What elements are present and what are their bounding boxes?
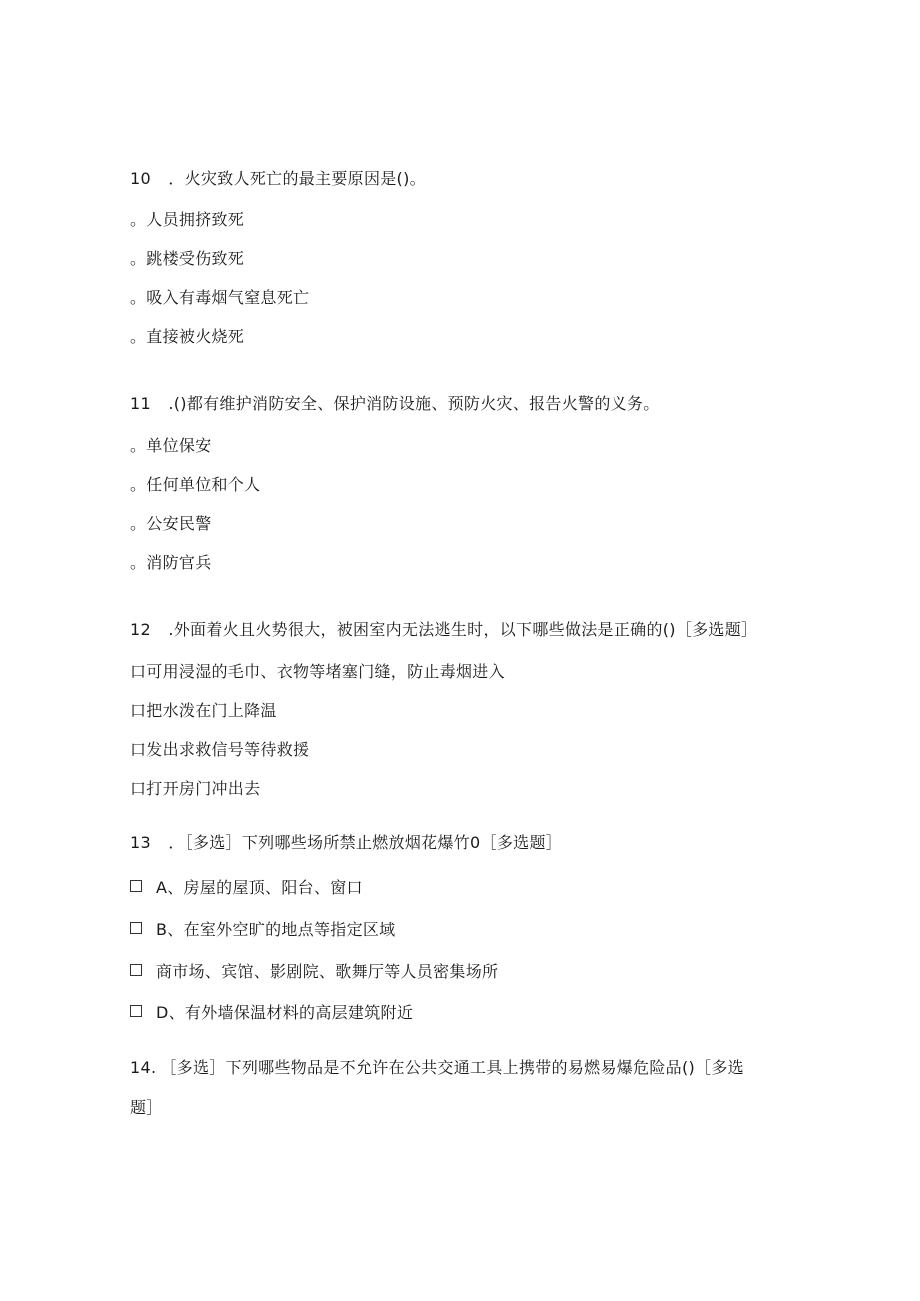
question-number: 10 (130, 169, 151, 188)
checkbox-option (130, 961, 498, 983)
question-10 (130, 168, 426, 190)
checkbox-option (130, 919, 395, 941)
checkbox-icon (130, 922, 142, 934)
option-text: 商市场、宾馆、影剧院、歌舞厅等人员密集场所 (156, 962, 499, 981)
option-text: B、在室外空旷的地点等指定区域 (156, 920, 396, 939)
question-number: 11 (130, 394, 151, 413)
option: 。消防官兵 (130, 553, 212, 572)
option: 口可用浸湿的毛巾、衣物等堵塞门缝，防止毒烟进入 (130, 662, 505, 681)
checkbox-option (130, 1002, 413, 1024)
option: 。人员拥挤致死 (130, 210, 245, 229)
question-number: 13 (130, 833, 151, 852)
question-number: 14. (130, 1058, 157, 1077)
question-text: ．火灾致人死亡的最主要原因是()。 (168, 169, 426, 188)
checkbox-icon (130, 964, 142, 976)
question-11 (130, 393, 660, 415)
question-text: ［多选］下列哪些物品是不允许在公共交通工具上携带的易燃易爆危险品()［多选 (160, 1058, 744, 1077)
checkbox-option (130, 877, 363, 899)
option: 口发出求救信号等待救援 (130, 740, 310, 759)
question-number: 12 (130, 620, 151, 639)
option: 。吸入有毒烟气窒息死亡 (130, 288, 310, 307)
question-14 (130, 1057, 744, 1079)
checkbox-icon (130, 880, 142, 892)
checkbox-icon (130, 1005, 142, 1017)
option-text: D、有外墙保温材料的高层建筑附近 (156, 1003, 414, 1022)
option: 口打开房门冲出去 (130, 779, 261, 798)
question-text: .外面着火且火势很大，被困室内无法逃生时，以下哪些做法是正确的()［多选题］ (168, 620, 758, 639)
question-14-continuation: 题］ (130, 1098, 163, 1117)
question-text: .()都有维护消防安全、保护消防设施、预防火灾、报告火警的义务。 (168, 394, 660, 413)
option: 口把水泼在门上降温 (130, 701, 277, 720)
question-text: ．［多选］下列哪些场所禁止燃放烟花爆竹0［多选题］ (168, 833, 563, 852)
option: 。跳楼受伤致死 (130, 249, 245, 268)
question-12 (130, 619, 757, 641)
question-13 (130, 832, 562, 854)
option: 。直接被火烧死 (130, 327, 245, 346)
option-text: A、房屋的屋顶、阳台、窗口 (156, 878, 363, 897)
option: 。任何单位和个人 (130, 475, 261, 494)
option: 。单位保安 (130, 436, 212, 455)
option: 。公安民警 (130, 514, 212, 533)
